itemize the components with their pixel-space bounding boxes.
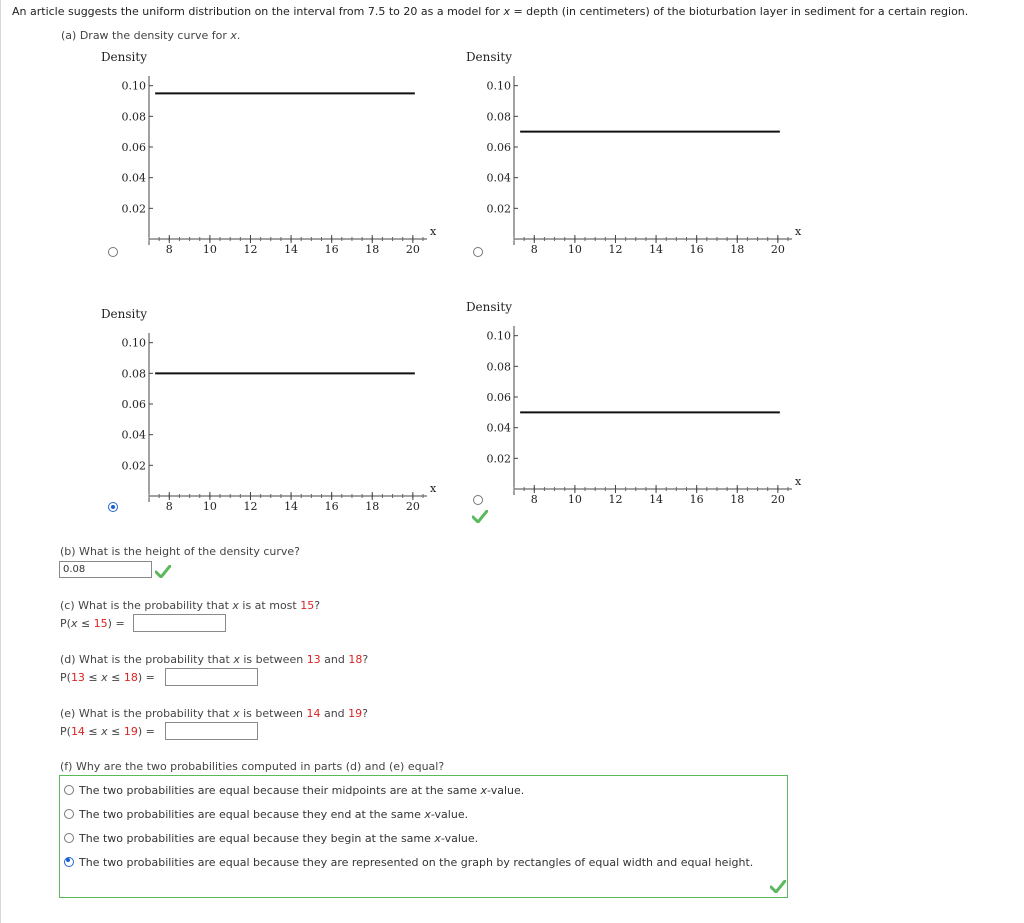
y-tick-label: 0.06 [486,141,511,154]
x-tick-label: 12 [243,500,258,513]
density-plot-4 [465,290,805,520]
part-f-options-box [59,775,788,898]
graph-option-1-radio[interactable] [108,247,118,257]
graph-option-3 [100,297,440,531]
y-tick-label: 0.06 [121,141,146,154]
part-f-option-1-radio[interactable] [64,785,74,795]
y-axis-title: Density [465,300,512,314]
x-tick-label: 14 [284,500,299,513]
x-tick-label: 18 [730,493,745,506]
y-tick-label: 0.08 [121,367,146,381]
x-axis-title: x [795,225,802,238]
part-f-correct-check-icon [770,880,786,893]
y-tick-label: 0.04 [121,428,146,442]
y-tick-label: 0.02 [486,202,511,216]
part-d-question: (d) What is the probability that x is between 13 and 18? [60,653,369,666]
x-tick-label: 12 [608,493,623,506]
x-tick-label: 14 [284,243,299,256]
x-tick-label: 18 [730,243,745,256]
part-a-prompt: (a) Draw the density curve for x. [61,29,241,42]
part-e-expression: P(14 ≤ x ≤ 19) = [60,725,155,738]
x-tick-label: 20 [405,500,420,513]
part-b-question: (b) What is the height of the density curve? [60,545,300,558]
part-f-option-4[interactable]: The two probabilities are equal because they are represented on the graph by rectangles of equal width and equal height. [64,856,753,869]
y-tick-label: 0.04 [486,421,511,435]
x-tick-label: 14 [649,493,664,506]
part-f-option-2-radio[interactable] [64,809,74,819]
y-tick-label: 0.10 [121,336,146,350]
height-answer-input[interactable]: 0.08 [59,561,152,578]
y-tick-label: 0.04 [121,171,146,185]
part-c-expression: P(x ≤ 15) = [60,617,125,630]
part-f-option-2[interactable]: The two probabilities are equal because they end at the same x-value. [64,808,468,821]
x-tick-label: 16 [689,243,704,256]
y-tick-label: 0.04 [486,171,511,185]
problem-statement: An article suggests the uniform distribution on the interval from 7.5 to 20 as a model for x = depth (in centimeters) of the bioturbation layer in sediment for a certain region. [12,5,969,18]
y-tick-label: 0.02 [486,452,511,466]
x-tick-label: 14 [649,243,664,256]
y-tick-label: 0.06 [486,391,511,404]
y-tick-label: 0.08 [486,110,511,124]
x-axis-title: x [430,482,437,495]
y-tick-label: 0.10 [486,329,511,343]
x-tick-label: 16 [324,243,339,256]
density-plot-3 [100,297,440,527]
x-tick-label: 20 [770,493,785,506]
y-tick-label: 0.02 [121,202,146,216]
graph-option-1 [100,40,440,274]
y-axis-title: Density [100,50,147,64]
x-tick-label: 20 [405,243,420,256]
y-tick-label: 0.06 [121,398,146,411]
x-tick-label: 8 [165,500,173,513]
x-tick-label: 12 [243,243,258,256]
x-tick-label: 10 [202,500,217,513]
x-axis-title: x [795,475,802,488]
x-tick-label: 10 [567,493,582,506]
prob-at-most-15-input[interactable] [133,614,226,632]
part-d-expression: P(13 ≤ x ≤ 18) = [60,671,155,684]
part-c-question: (c) What is the probability that x is at most 15? [60,599,321,612]
graph-option-2-radio[interactable] [473,247,483,257]
part-f-option-1[interactable]: The two probabilities are equal because their midpoints are at the same x-value. [64,784,524,797]
graph-option-2 [465,40,805,274]
x-tick-label: 8 [530,243,538,256]
graph-option-4-radio[interactable] [473,495,483,505]
part-f-question: (f) Why are the two probabilities computed in parts (d) and (e) equal? [60,760,445,773]
prob-14-to-19-input[interactable] [165,722,258,740]
x-tick-label: 8 [165,243,173,256]
x-tick-label: 16 [324,500,339,513]
x-tick-label: 18 [365,500,380,513]
x-tick-label: 18 [365,243,380,256]
x-tick-label: 12 [608,243,623,256]
x-tick-label: 8 [530,493,538,506]
x-tick-label: 10 [202,243,217,256]
x-axis-title: x [430,225,437,238]
x-tick-label: 16 [689,493,704,506]
x-tick-label: 20 [770,243,785,256]
x-tick-label: 10 [567,243,582,256]
y-tick-label: 0.10 [486,79,511,93]
part-f-option-4-radio[interactable] [64,857,74,867]
height-correct-check-icon [155,565,171,578]
y-tick-label: 0.02 [121,459,146,473]
graph-correct-check-icon [472,510,488,523]
y-tick-label: 0.08 [121,110,146,124]
y-tick-label: 0.08 [486,360,511,374]
y-tick-label: 0.10 [121,79,146,93]
density-plot-2 [465,40,805,270]
graph-option-4 [465,290,805,524]
prob-13-to-18-input[interactable] [165,668,258,686]
density-plot-1 [100,40,440,270]
y-axis-title: Density [465,50,512,64]
part-f-option-3-radio[interactable] [64,833,74,843]
part-f-option-3[interactable]: The two probabilities are equal because they begin at the same x-value. [64,832,478,845]
graph-option-3-radio[interactable] [108,502,118,512]
y-axis-title: Density [100,307,147,321]
part-e-question: (e) What is the probability that x is between 14 and 19? [60,707,369,720]
